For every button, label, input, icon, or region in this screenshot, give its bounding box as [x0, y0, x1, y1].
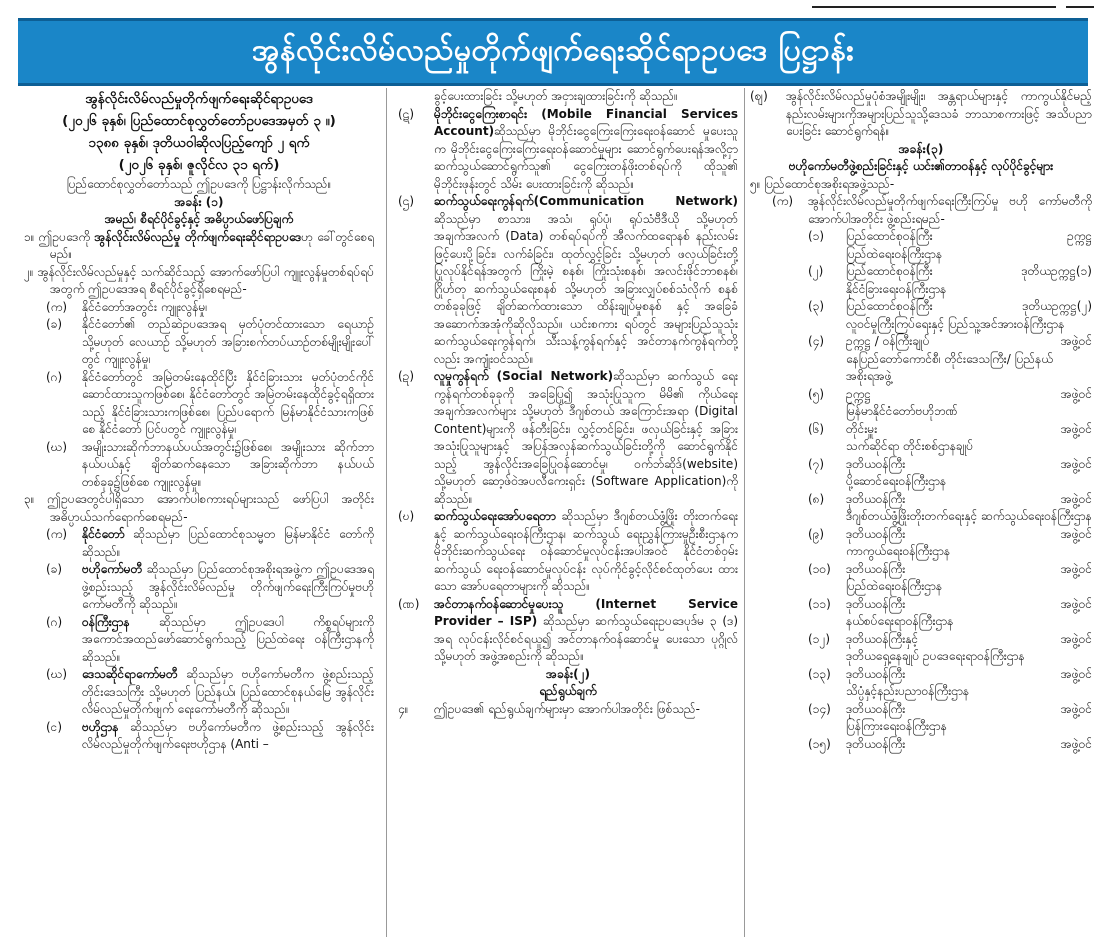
committee-member — [808, 701, 1092, 736]
definition-item: (ဎ) ဆက်သွယ်ရေးအော်ပရေတာ ဆိုသည်မှာ ဒီဂျစ်တယ်ဖွံ့ဖြိုး တိုးတက်ရေးနှင့် ဆက်သွယ်ရေးဝန်ကြီးဌာန၊ ဆက်သွယ် ရေးညွှန်ကြားမှုဦးစီးဌာနက မိုဘိုင်းဆက်သွယ်ရေး ဝန်ဆောင်မှုလုပ်ငန်းအပါအဝင် နိုင်ငံတစ်ဝှမ်း ဆက်သွယ် ရေးဝန်ဆောင်မှုလုပ်ငန်း လုပ်ကိုင်ခွင့်လိုင်စင်ထုတ်ပေး ထားသော အော်ပရေတာများကို ဆိုသည်။ — [398, 509, 738, 593]
section-1: ၁။ ဤဥပဒေကို အွန်လိုင်းလိမ်လည်မှု တိုက်ဖျက်ရေးဆိုင်ရာဥပဒေဟု ခေါ်တွင်စေရမည်။ — [24, 229, 374, 261]
committee-member — [808, 631, 1092, 666]
member-number: (၁) — [808, 229, 825, 243]
member-position: ဒုတိယဝန်ကြီး — [846, 736, 906, 751]
member-role: ဥက္ကဋ္ဌ — [1067, 229, 1092, 243]
list-item: (ဂ) နိုင်ငံတော်တွင် အမြဲတမ်းနေထိုင်ပြီး နိုင်ငံခြားသား မှတ်ပုံတင်ကိုင်ဆောင်ထားသူကဖြစ်စေ၊ နိုင်ငံတော်တွင် အမြဲတမ်းနေထိုင်ခွင့်ရရှိထားသည့် နိုင်ငံခြားသားကဖြစ်စေ၊ ပြည်ပရောက် မြန်မာနိုင်ငံသားကဖြစ်စေ နိုင်ငံတော် ပြင်ပတွင် ကျူးလွန်မှု၊ — [46, 369, 374, 436]
column-3 — [750, 88, 1092, 937]
member-role: အဖွဲ့ဝင် — [1060, 701, 1092, 716]
committee-member — [808, 456, 1092, 491]
member-position: ပြည်ထောင်စုဝန်ကြီး — [846, 299, 933, 313]
member-organization: သက်ဆိုင်ရာ တိုင်းစစ်ဌာနချုပ် — [846, 439, 974, 453]
section-3: ၃။ ဤဥပဒေတွင်ပါရှိသော အောက်ပါစကားရပ်များသည် ဖော်ပြပါ အတိုင်း အဓိပ္ပာယ်သက်ရောက်စေရမည်- — [24, 492, 374, 524]
member-organization: နေပြည်တော်ကောင်စီ၊ တိုင်းဒေသကြီး/ ပြည်နယ်အစိုးရအဖွဲ့ — [846, 351, 1053, 383]
member-position: ဒုတိယဝန်ကြီး — [846, 526, 906, 541]
definition-item: (ဂ) ဝန်ကြီးဌာန ဆိုသည်မှာ ဤဥပဒေပါ ကိစ္စရပ်များကို အကောင်အထည်ဖော်ဆောင်ရွက်သည့် ပြည်ထဲရေး ဝန်ကြီးဌာနကို ဆိုသည်။ — [46, 614, 374, 664]
member-role: အဖွဲ့ဝင် — [1060, 596, 1092, 611]
list-item: (က) နိုင်ငံတော်အတွင်း ကျူးလွန်မှု၊ — [46, 299, 208, 314]
definition-item: (ဋ) မိုဘိုင်းငွေကြေးစာရင်း (Mobile Financial Services Account)ဆိုသည်မှာ မိုဘိုင်းငွေကြေးကြေးရေးဝန်ဆောင် မှုပေးသူက မိုဘိုင်းငွေကြေးကြေးရေးဝန်ဆောင်မှုများ ဆောင်ရွက်ပေးရန်အလို့ငှာ ဆက်သွယ်ဆောင်ရွက်သူ၏ ငွေကြေးတန်ဖိုးတစ်ရပ်ကို ထိုသူ၏ မိုဘိုင်းဖုန်းတွင် သိမ်း ပေးထားခြင်းကို ဆိုသည်။ — [398, 106, 738, 191]
member-role: အဖွဲ့ဝင် — [1060, 456, 1092, 471]
member-number: (၉) — [808, 526, 825, 541]
member-role: ဒုတိယဥက္ကဋ္ဌ(၁) — [1021, 264, 1092, 278]
list-item: (ဃ) အမျိုးသားဆိုက်ဘာနယ်ပယ်အတွင်း၌ဖြစ်စေ၊ အမျိုးသား ဆိုက်ဘာနယ်ပယ်နှင့် ချိတ်ဆက်နေသော အခြားဆိုက်ဘာ နယ်ပယ်တစ်ခုခု၌ဖြစ်စေ ကျူးလွန်မှု။ — [46, 439, 374, 489]
column-divider — [744, 88, 745, 937]
member-organization: ပို့ဆောင်ရေးဝန်ကြီးဌာန — [846, 474, 947, 488]
section-5: ၅။ ပြည်ထောင်စုအစိုးရအဖွဲ့သည်- — [750, 176, 895, 191]
chapter-1-heading: အခန်း (၁) — [174, 194, 224, 209]
member-number: (၁၃) — [808, 666, 831, 681]
member-position: ဒုတိယဝန်ကြီး — [846, 666, 906, 681]
member-organization: ပြန်ကြားရေးဝန်ကြီးဌာန — [846, 719, 947, 733]
member-position: ဥက္ကဋ္ဌ / ဝန်ကြီးချုပ် — [846, 334, 930, 348]
member-number: (၁၂) — [808, 631, 831, 646]
committee-member — [808, 386, 1092, 421]
member-role: အဖွဲ့ဝင် — [1060, 491, 1092, 506]
member-organization: ပြည်ထဲရေးဝန်ကြီးဌာန — [846, 246, 943, 261]
member-role: အဖွဲ့ဝင် — [1060, 421, 1092, 436]
chapter-2-title: ရည်ရွယ်ချက် — [539, 684, 597, 698]
member-position: ဒုတိယဝန်ကြီး — [846, 701, 906, 716]
member-number: (၅) — [808, 386, 825, 401]
member-organization: နယ်စပ်ရေးရာဝန်ကြီးဌာန — [846, 614, 954, 628]
member-number: (၁၀) — [808, 561, 831, 576]
member-position: ဒုတိယဝန်ကြီးနှင့် — [846, 631, 919, 646]
member-position: ပြည်ထောင်စုဝန်ကြီး — [846, 229, 933, 243]
definition-item: (င) ဗဟိုဌာန ဆိုသည်မှာ ဗဟိုကော်မတီက ဖွဲ့စည်းသည့် အွန်လိုင်းလိမ်လည်မှုတိုက်ဖျက်ရေးဗဟိုဌာန (Anti – — [46, 719, 374, 751]
section-2-items — [24, 299, 374, 492]
law-date-gregorian: (၂၀၂၆ ခုနှစ်၊ ဇူလိုင်လ ၃၁ ရက်) — [118, 157, 280, 173]
chapter-2-heading: အခန်း(၂) — [546, 666, 590, 681]
title-banner — [18, 18, 1088, 86]
definition-item: (ဃ) ဒေသဆိုင်ရာကော်မတီ ဆိုသည်မှာ ဗဟိုကော်မတီက ဖွဲ့စည်းသည့် တိုင်းဒေသကြီး သို့မဟုတ် ပြည်နယ်၊ ပြည်ထောင်စုနယ်မြေ အွန်လိုင်းလိမ်လည်မှုတိုက်ဖျက် ရေးကော်မတီကို ဆိုသည်။ — [46, 667, 374, 716]
member-organization: ပြည်ထဲရေးဝန်ကြီးဌာန — [846, 579, 943, 593]
member-position: ဒုတိယဝန်ကြီး — [846, 561, 906, 576]
definition-item: (ဏ) အင်တာနက်ဝန်ဆောင်မှုပေးသူ (Internet Service Provider – ISP) ဆိုသည်မှာ ဆက်သွယ်ရေးဥပဒေပုဒ်မ ၃ (ဒ) အရ လုပ်ငန်းလိုင်စင်ရယူ၍ အင်တာနက်ဝန်ဆောင်မှု ပေးသော ပုဂ္ဂိုလ် သို့မဟုတ် အဖွဲ့အစည်းကို ဆိုသည်။ — [398, 596, 738, 663]
member-position: တိုင်းမှူး — [846, 421, 878, 436]
definition-item: (ခ) ဗဟိုကော်မတီ ဆိုသည်မှာ ပြည်ထောင်စုအစိုးရအဖွဲ့က ဤဥပဒေအရ ဖွဲ့စည်းသည့် အွန်လိုင်းလိမ်လည်မှု တိုက်ဖျက်ရေးကြီးကြပ်မှုဗဟိုကော်မတီကို ဆိုသည်။ — [46, 562, 374, 611]
member-role: ဒုတိယဥက္ကဋ္ဌ(၂) — [1022, 299, 1092, 313]
committee-member — [808, 228, 1092, 263]
chapter-3-title: ဗဟိုကော်မတီဖွဲ့စည်းခြင်းနှင့် ယင်း၏တာဝန်နှင့် လုပ်ပိုင်ခွင့်များ — [788, 159, 1054, 173]
law-date-myanmar: ၁၃၈၈ ခုနှစ်၊ ဒုတိယဝါဆိုလပြည့်ကျော် ၂ ရက် — [88, 135, 310, 151]
chapter-3-heading: အခန်း(၃) — [898, 141, 944, 156]
member-role: အဖွဲ့ဝင် — [1060, 334, 1092, 348]
member-organization: ဒီဂျစ်တယ်ဖွံ့ဖြိုးတိုးတက်ရေးနှင့် ဆက်သွယ်ရေးဝန်ကြီးဌာန — [846, 509, 1092, 523]
member-number: (၁၄) — [808, 701, 831, 716]
continued-text: ခွင့်ပေးထားခြင်း သို့မဟုတ် အငှားချထားခြင်းကို ဆိုသည်။ — [434, 89, 678, 103]
member-role: အဖွဲ့ဝင် — [1060, 631, 1092, 646]
objective-item: (ဈ) အွန်လိုင်းလိမ်လည်မှုပုံစံအမျိုးမျိုး၊ အန္တရာယ်များနှင့် ကာကွယ်နိုင်မည့်နည်းလမ်းများကိုအများပြည်သူသို့ဒေသခံ ဘာသာစကားဖြင့် အသိပညာပေးခြင်း ဆောင်ရွက်ရန်။ — [750, 89, 1092, 138]
definition-item: (က) နိုင်ငံတော် ဆိုသည်မှာ ပြည်ထောင်စုသမ္မတ မြန်မာနိုင်ငံ တော်ကို ဆိုသည်။ — [46, 527, 374, 559]
chapter-1-title: အမည်၊ စီရင်ပိုင်ခွင့်နှင့် အဓိပ္ပာယ်ဖော်ပြချက် — [104, 212, 294, 226]
committee-member — [808, 298, 1092, 333]
member-number: (၆) — [808, 421, 825, 436]
member-organization: မြန်မာနိုင်ငံတော်ဗဟိုဘဏ် — [846, 404, 958, 418]
section-5a: (က) အွန်လိုင်းလိမ်လည်မှုတိုက်ဖျက်ရေးကြီးကြပ်မှု ဗဟို ကော်မတီကို အောက်ပါအတိုင်း ဖွဲ့စည်းရမည်- — [772, 194, 1092, 226]
member-organization: လူဝင်မှုကြီးကြပ်ရေးနှင့် ပြည်သူ့အင်အားဝန်ကြီးဌာန — [846, 316, 1065, 331]
member-position: ပြည်ထောင်စုဝန်ကြီး — [846, 264, 933, 278]
member-position: ဒုတိယဝန်ကြီး — [846, 596, 906, 611]
law-number: (၂၀၂၆ ခုနှစ်၊ ပြည်ထောင်စုလွှတ်တော်ဥပဒေအမှတ် ၃ ။) — [62, 113, 336, 129]
committee-member — [808, 736, 1092, 754]
member-number: (၁၁) — [808, 596, 831, 611]
enactment-intro: ပြည်ထောင်စုလွှတ်တော်သည် ဤဥပဒေကို ပြဋ္ဌာန်းလိုက်သည်။ — [66, 177, 332, 191]
committee-members — [750, 228, 1092, 753]
column-1 — [24, 88, 374, 937]
committee-member — [808, 421, 1092, 456]
committee-member — [808, 561, 1092, 596]
member-position: ဥက္ကဋ္ဌ — [846, 386, 871, 401]
law-title: အွန်လိုင်းလိမ်လည်မှုတိုက်ဖျက်ရေးဆိုင်ရာဥပဒေ — [85, 91, 313, 107]
member-number: (၄) — [808, 334, 825, 348]
member-role: အဖွဲ့ဝင် — [1060, 736, 1092, 751]
member-role: အဖွဲ့ဝင် — [1060, 561, 1092, 576]
member-position: ဒုတိယဝန်ကြီး — [846, 491, 906, 506]
top-rule-line-short — [1066, 6, 1094, 8]
page-title: အွန်လိုင်းလိမ်လည်မှုတိုက်ဖျက်ရေးဆိုင်ရာဥပဒေ ပြဋ္ဌာန်း — [252, 32, 854, 68]
column-2 — [398, 88, 738, 937]
committee-member — [808, 491, 1092, 526]
column-divider — [386, 88, 387, 937]
member-organization: နိုင်ငံခြားရေးဝန်ကြီးဌာန — [846, 281, 947, 296]
section-2: ၂။ အွန်လိုင်းလိမ်လည်မှုနှင့် သက်ဆိုင်သည့် အောက်ဖော်ပြပါ ကျူးလွန်မှုတစ်ရပ်ရပ်အတွက် ဤဥပဒေအရ စီရင်ပိုင်ခွင့်ရှိစေရမည်- — [24, 264, 374, 296]
committee-member — [808, 596, 1092, 631]
member-number: (၃) — [808, 299, 825, 313]
section-3-items — [24, 526, 374, 754]
member-number: (၈) — [808, 491, 825, 506]
top-rule — [0, 0, 1097, 18]
committee-member — [808, 333, 1092, 386]
list-item: (ခ) နိုင်ငံတော်၏ တည်ဆဲဥပဒေအရ မှတ်ပုံတင်ထားသော ရေယာဉ် သို့မဟုတ် လေယာဉ် သို့မဟုတ် အခြားစက်တပ်ယာဉ်တစ်မျိုးမျိုးပေါ်တွင် ကျူးလွန်မှု၊ — [46, 317, 374, 366]
committee-member — [808, 526, 1092, 561]
member-role: အဖွဲ့ဝင် — [1060, 386, 1092, 401]
member-role: အဖွဲ့ဝင် — [1060, 526, 1092, 541]
member-number: (၁၅) — [808, 736, 831, 751]
member-organization: သိပ္ပံနှင့်နည်းပညာဝန်ကြီးဌာန — [846, 684, 970, 698]
definition-item: (ဌ) ဆက်သွယ်ရေးကွန်ရက်(Communication Network) ဆိုသည်မှာ စာသား၊ အသံ၊ ရုပ်ပုံ၊ ရုပ်သံဗီဒီယို သို့မဟုတ် အချက်အလက် (Data) တစ်ရပ်ရပ်ကို အီလက်ထရောနစ် နည်းလမ်းဖြင့်ပေးပို့ခြင်း၊ လက်ခံခြင်း၊ ထုတ်လွှင့်ခြင်း သို့မဟုတ် ဖလှယ်ခြင်းတို့ပြုလုပ်နိုင်ရန်အတွက် ကြိုးမဲ့ စနစ်၊ ကြိုးသုံးစနစ်၊ အလင်းဖိုင်ဘာစနစ်၊ ဂြိုဟ်တု ဆက်သွယ်ရေးစနစ် သို့မဟုတ် အခြားလျှပ်စစ်သံလိုက် စနစ်တစ်ခုခုဖြင့် ချိတ်ဆက်ထားသော ထိန်းချုပ်မှုစနစ် နှင့် အခြေခံအဆောက်အအုံကိုဆိုလိုသည်။ ယင်းစကား ရပ်တွင် အများပြည်သူသုံး ဆက်သွယ်ရေးကွန်ရက်၊ သီးသန့်ကွန်ရက်နှင့် အင်တာနက်ကွန်ရက်တို့လည်း အကျုံးဝင်သည်။ — [398, 194, 738, 366]
top-rule-line — [812, 6, 1056, 8]
committee-member — [808, 666, 1092, 701]
section-4: ၄။ ဤဥပဒေ၏ ရည်ရွယ်ချက်များမှာ အောက်ပါအတိုင်း ဖြစ်သည်- — [398, 701, 700, 716]
member-organization: ဒုတိယရှေ့နေချုပ် ဥပဒေရေးရာဝန်ကြီးဌာန — [846, 649, 1025, 663]
member-number: (၂) — [808, 264, 824, 278]
definition-item: (ဍ) လူမှုကွန်ရက် (Social Network)ဆိုသည်မှာ ဆက်သွယ် ရေးကွန်ရက်တစ်ခုခုကို အခြေပြု၍ အသုံးပြုသူက မိမိ၏ ကိုယ်ရေးအချက်အလက်များ သို့မဟုတ် ဒီဂျစ်တယ် အကြောင်းအရာ (Digital Content)များကို ဖန်တီးခြင်း၊ လွှင့်တင်ခြင်း၊ ဖလှယ်ခြင်းနှင့် အခြားအသုံးပြုသူများနှင့် အပြန်အလှန်ဆက်သွယ်ခြင်းတို့ကို ဆောင်ရွက်နိုင်သည့် အွန်လိုင်းအခြေပြုဝန်ဆောင်မှု၊ ဝက်ဘ်ဆိုဒ်(website) သို့မဟုတ် ဆော့ဖ်ဝဲအပလီကေးရှင်း (Software Application)ကို ဆိုသည်။ — [398, 369, 738, 506]
member-position: ဒုတိယဝန်ကြီး — [846, 456, 906, 471]
member-organization: ကာကွယ်ရေးဝန်ကြီးဌာန — [846, 544, 951, 558]
committee-member — [808, 263, 1092, 298]
member-number: (၇) — [808, 456, 825, 471]
member-role: အဖွဲ့ဝင် — [1060, 666, 1092, 681]
